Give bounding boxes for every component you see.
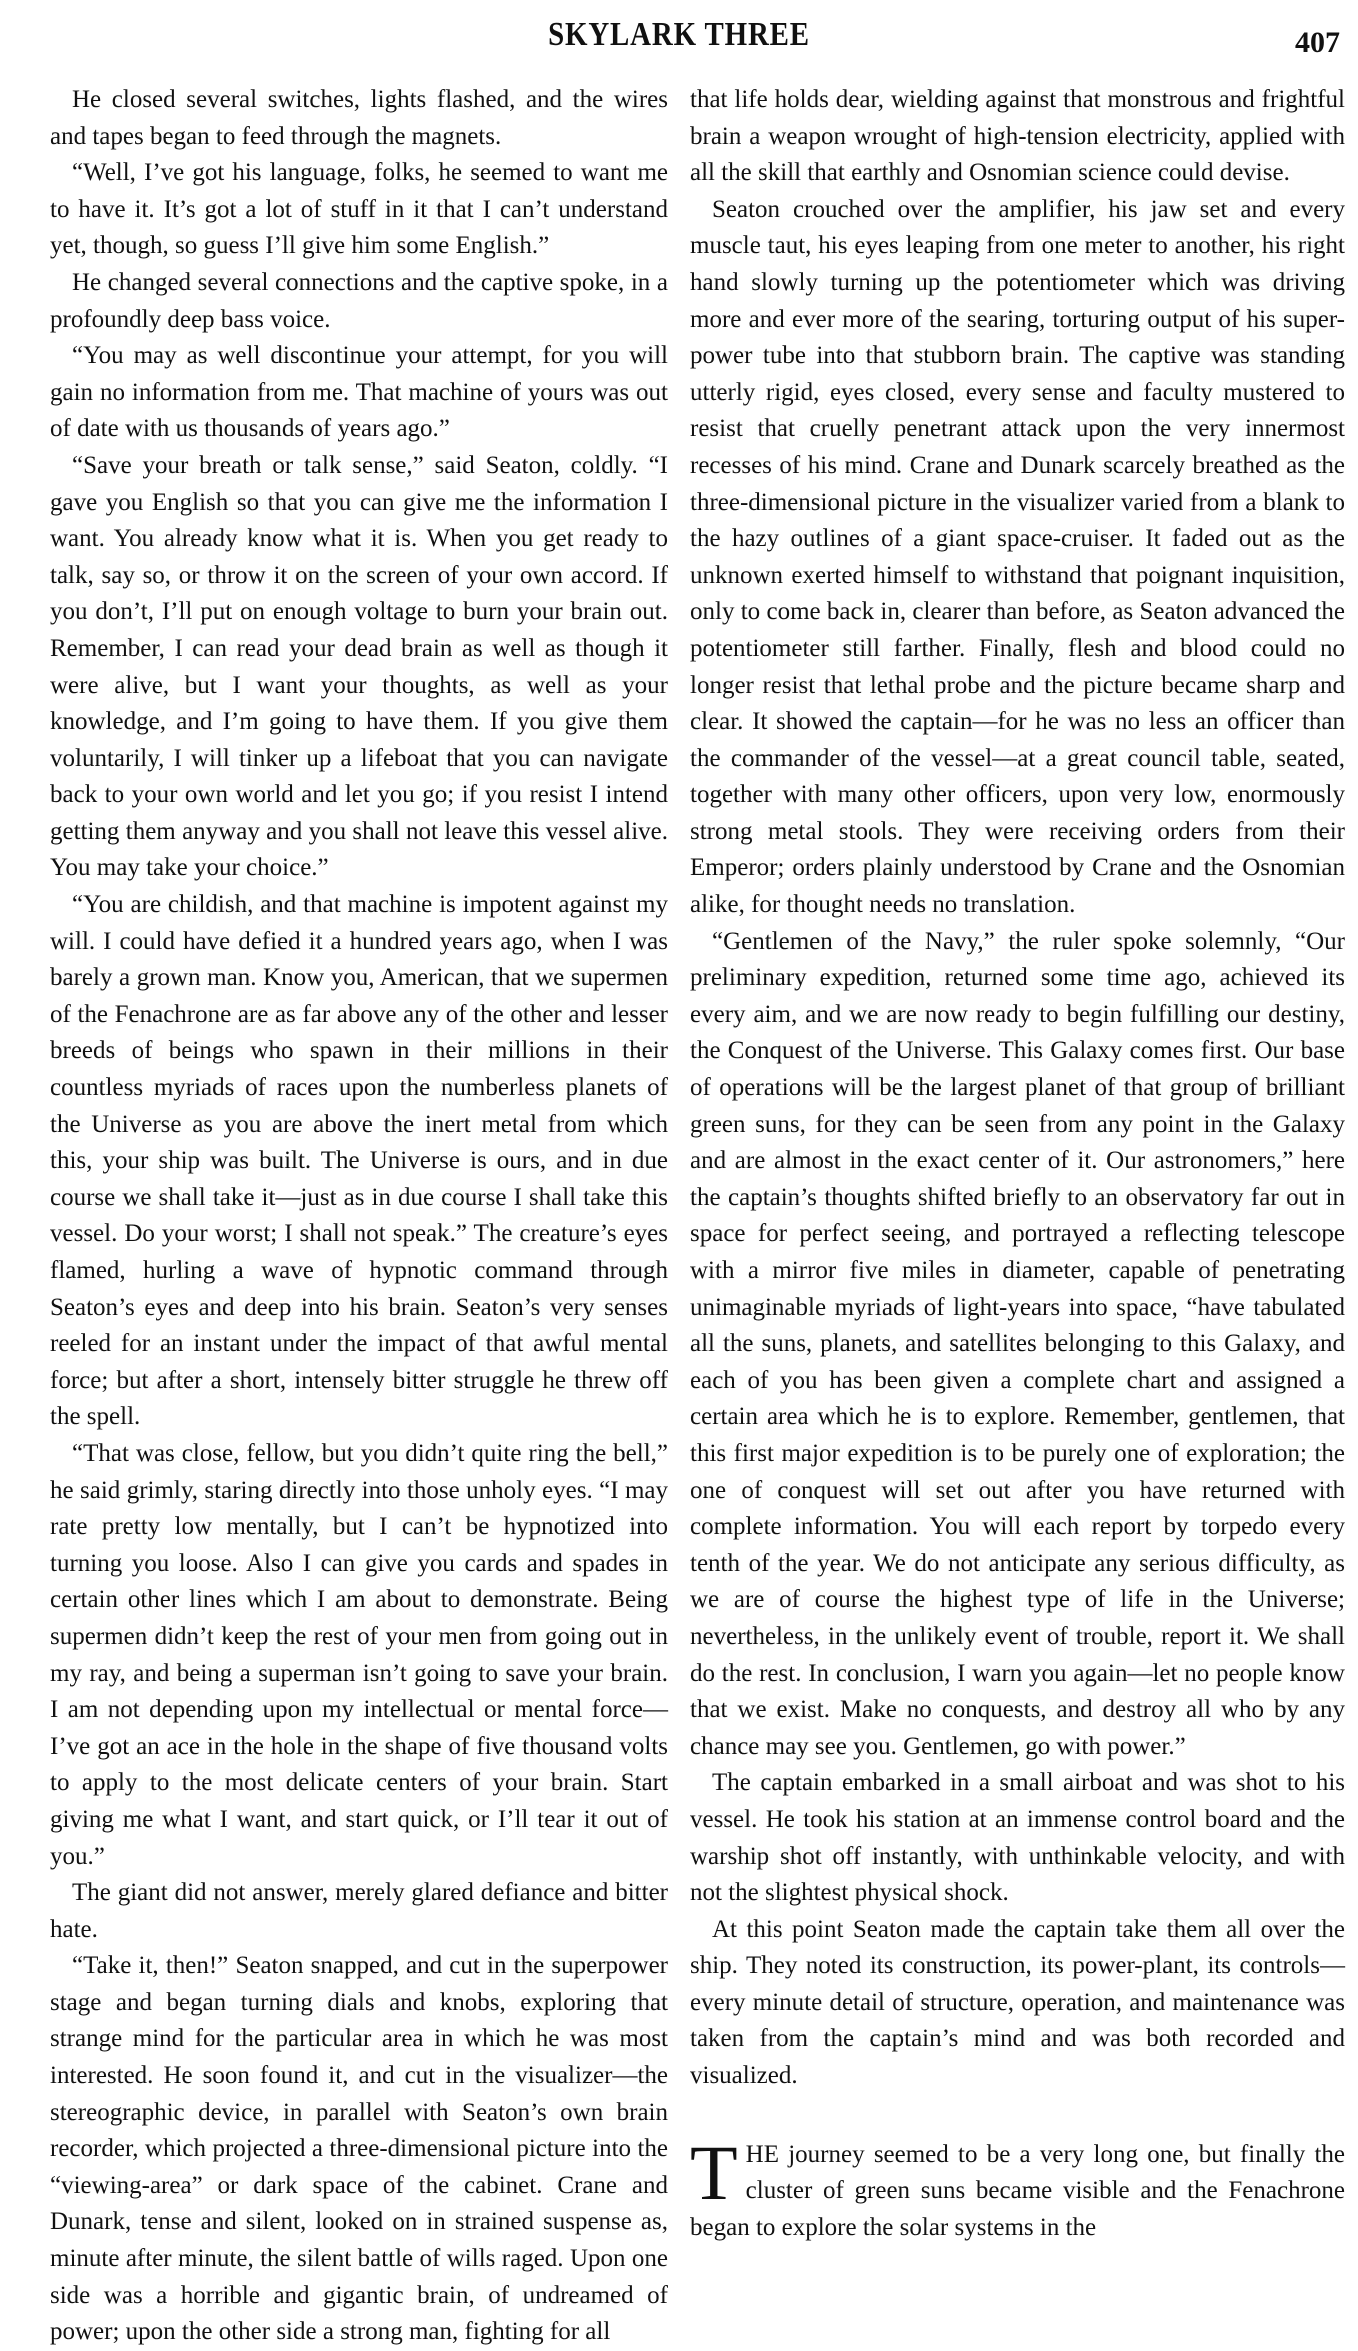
paragraph: “Gentlemen of the Navy,” the ruler spoke solemnly, “Our preliminary expedition, returned some time ago, achieved its every aim, and we are now ready to begin fulfilling our destiny, the Conquest of the Universe. This Galaxy comes first. Our base of operations will be the largest planet of that group of brilliant green suns, for they can be seen from any point in the Galaxy and are almost in the exact center of it. Our astronomers,” here the captain’s thoughts shifted briefly to an observatory far out in space for perfect seeing, and portrayed a reflecting telescope with a mirror five miles in diameter, capable of penetrating unimaginable myriads of light-years into space, “have tabulated all the suns, planets, and satellites belonging to this Galaxy, and each of you has been given a complete chart and assigned a certain area which he is to explore. Remember, gentlemen, that this first major expedition is to be purely one of exploration; the one of conquest will set out after you have returned with complete information. You will each report by torpedo every tenth of the year. We do not anticipate any serious difficulty, as we are of course the highest type of life in the Universe; nevertheless, in the unlikely event of trouble, report it. We shall do the rest. In conclusion, I warn you again—let no people know that we exist. Make no conquests, and destroy all who by any chance may see you. Gentlemen, go with power.” — [690, 927, 1345, 1760]
paragraph: “Save your breath or talk sense,” said Seaton, coldly. “I gave you English so that you can give me the information I want. You already know what it is. When you get ready to talk, say so, or throw it on the screen of your own accord. If you don’t, I’ll put on enough voltage to burn your brain out. Remember, I can read your dead brain as well as though it were alive, but I want your thoughts, as well as your knowledge, and I’m going to have them. If you give them voluntarily, I will tinker up a lifeboat that you can navigate back to your own world and let you go; if you resist I intend getting them anyway and you shall not leave this vessel alive. You may take your choice.” — [50, 451, 668, 882]
paragraph-continuation: that life holds dear, wielding against that monstrous and frightful brain a weapon wrought of high-tension electricity, applied with all the skill that earthly and Osnomian science could devise. — [690, 86, 1345, 187]
paragraph: “You may as well discontinue your attempt, for you will gain no information from me. That machine of yours was out of date with us thousands of years ago.” — [50, 342, 668, 443]
right-column — [690, 82, 1345, 2246]
paragraph: “Take it, then!” Seaton snapped, and cut in the superpower stage and began turning dials and knobs, exploring that strange mind for the particular area in which he was most interested. He soon found it, and cut in the visualizer—the stereographic device, in parallel with Seaton’s own brain recorder, which projected a three-dimensional picture into the “viewing-area” or dark space of the cabinet. Crane and Dunark, tense and silent, looked on in strained suspense as, minute after minute, the silent battle of wills raged. Upon one side was a horrible and gigantic brain, of undreamed of power; upon the other side a strong man, fighting for all — [50, 1952, 668, 2346]
paragraph: At this point Seaton made the captain take them all over the ship. They noted its construction, its power-plant, its controls—every minute detail of structure, operation, and maintenance was taken from the captain’s mind and was both recorded and visualized. — [690, 1915, 1345, 2090]
page-header — [0, 14, 1358, 64]
section-break — [690, 2095, 1345, 2137]
left-column — [50, 82, 668, 2351]
page-number: 407 — [1295, 26, 1340, 59]
section-opening-text: HE journey seemed to be a very long one, but finally the cluster of green suns became visible and the Fenachrone began to explore the solar systems in the — [690, 2140, 1345, 2241]
section-opening-paragraph — [690, 2128, 1345, 2247]
running-title: SKYLARK THREE — [548, 16, 810, 53]
paragraph: “You are childish, and that machine is impotent against my will. I could have defied it a hundred years ago, when I was barely a grown man. Know you, American, that we supermen of the Fenachrone are as far above any of the other and lesser breeds of beings who spawn in their millions in their countless myriads of races upon the numberless planets of the Universe as you are above the inert metal from which this, your ship was built. The Universe is ours, and in due course we shall take it—just as in due course I shall take this vessel. Do your worst; I shall not speak.” The creature’s eyes flamed, hurling a wave of hypnotic command through Seaton’s eyes and deep into his brain. Seaton’s very senses reeled for an instant under the impact of that awful mental force; but after a short, intensely bitter struggle he threw off the spell. — [50, 891, 668, 1431]
paragraph: Seaton crouched over the amplifier, his jaw set and every muscle taut, his eyes leaping from one meter to another, his right hand slowly turning up the potentiometer which was driving more and ever more of the searing, torturing output of his super-power tube into that stubborn brain. The captive was standing utterly rigid, eyes closed, every sense and faculty mustered to resist that cruelly penetrant attack upon the very innermost recesses of his mind. Crane and Dunark scarcely breathed as the three-dimensional picture in the visualizer varied from a blank to the hazy outlines of a giant space-cruiser. It faded out as the unknown exerted himself to withstand that poignant inquisition, only to come back in, clearer than before, as Seaton advanced the potentiometer still farther. Finally, flesh and blood could no longer resist that lethal probe and the picture became sharp and clear. It showed the captain—for he was no less an officer than the commander of the vessel—at a great council table, seated, together with many other officers, upon very low, enormously strong metal stools. They were receiving orders from their Emperor; orders plainly understood by Crane and the Osnomian alike, for thought needs no translation. — [690, 195, 1345, 919]
paragraph: “That was close, fellow, but you didn’t quite ring the bell,” he said grimly, staring directly into those unholy eyes. “I may rate pretty low mentally, but I can’t be hypnotized into turning you loose. Also I can give you cards and spades in certain other lines which I am about to demonstrate. Being supermen didn’t keep the rest of your men from going out in my ray, and being a superman isn’t going to save your brain. I am not depending upon my intellectual or mental force—I’ve got an ace in the hole in the shape of five thousand volts to apply to the most delicate centers of your brain. Start giving me what I want, and start quick, or I’ll tear it out of you.” — [50, 1439, 668, 1870]
paragraph: The captain embarked in a small airboat and was shot to his vessel. He took his station at an immense control board and the warship shot off instantly, with unthinkable velocity, and with not the slightest physical shock. — [690, 1769, 1345, 1907]
paragraph: “Well, I’ve got his language, folks, he seemed to want me to have it. It’s got a lot of stuff in it that I can’t understand yet, though, so guess I’ll give him some English.” — [50, 159, 668, 260]
paragraph: The giant did not answer, merely glared defiance and bitter hate. — [50, 1879, 668, 1943]
drop-cap: T — [690, 2128, 738, 2216]
paragraph: He closed several switches, lights flashed, and the wires and tapes began to feed through the magnets. — [50, 86, 668, 150]
paragraph: He changed several connections and the captive spoke, in a profoundly deep bass voice. — [50, 268, 668, 333]
